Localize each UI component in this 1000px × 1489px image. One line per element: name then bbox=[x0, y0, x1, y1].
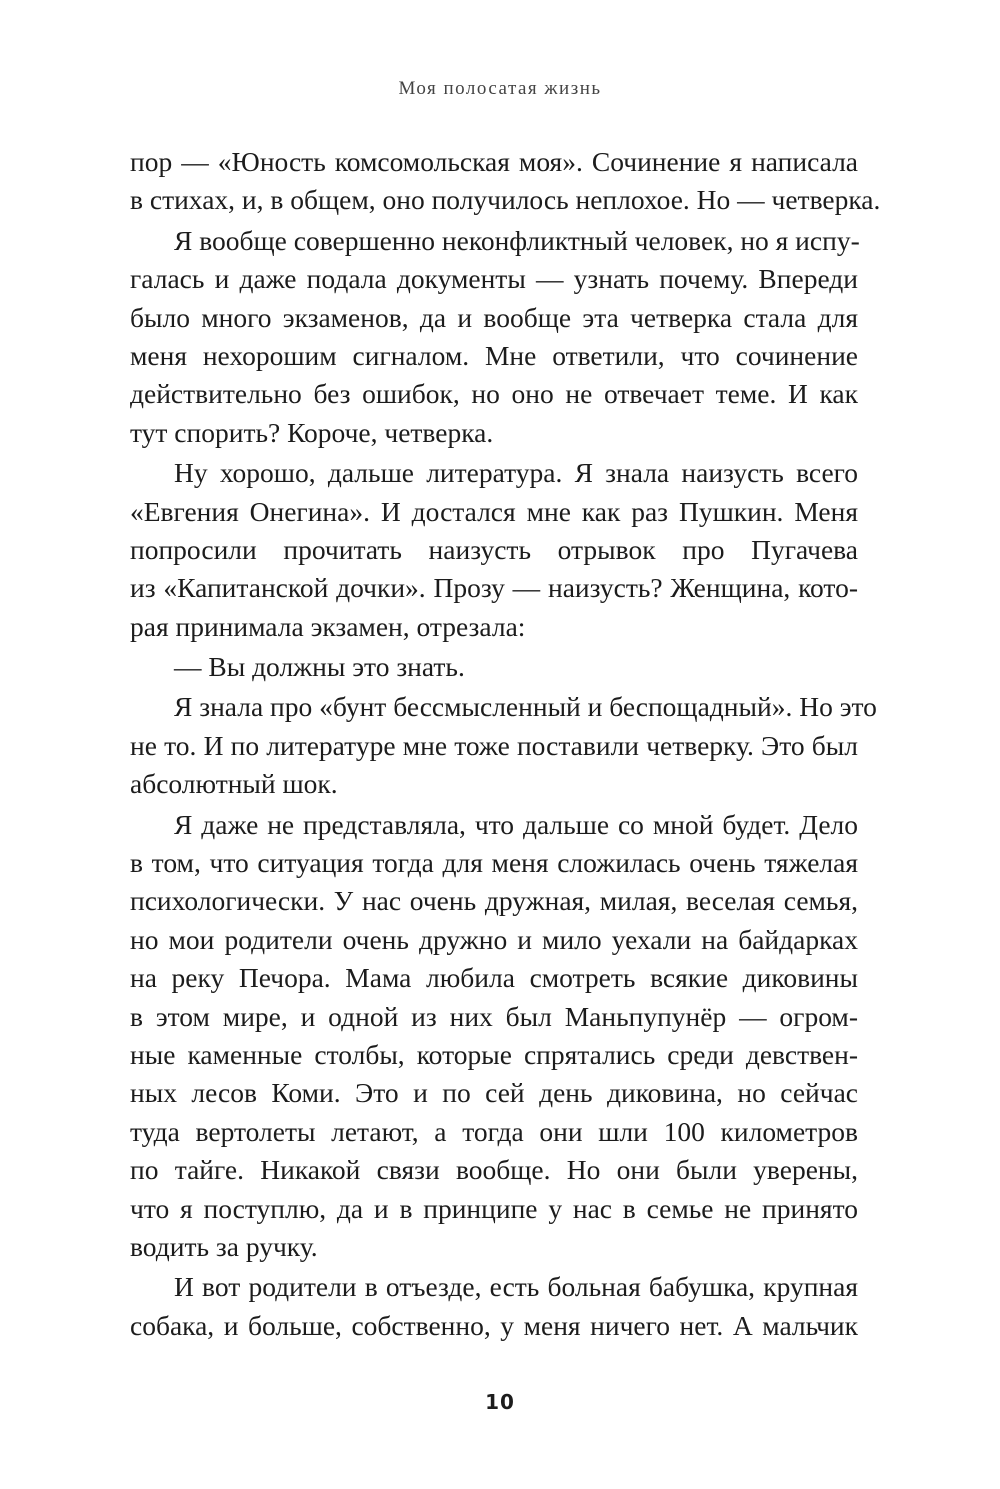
text-line: ных лесов Коми. Это и по сей день диковина, но сейчас bbox=[130, 1077, 858, 1109]
text-line: тут спорить? Короче, четверка. bbox=[130, 416, 494, 448]
body-text bbox=[130, 143, 881, 1345]
text-line: было много экзаменов, да и вообще эта четверка стала для bbox=[130, 301, 858, 333]
text-line: «Евгения Онегина». И достался мне как раз Пушкин. Меня bbox=[130, 495, 858, 527]
text-line: не то. И по литературе мне тоже поставили четверку. Это был bbox=[130, 729, 858, 761]
text-line: попросили прочитать наизусть отрывок про Пугачева bbox=[130, 533, 858, 565]
text-line: туда вертолеты летают, а тогда они шли 100 километров bbox=[130, 1115, 858, 1147]
paragraph bbox=[130, 1268, 858, 1345]
text-line: но мои родители очень дружно и мило уехали на байдарках bbox=[130, 923, 858, 955]
text-line: из «Капитанской дочки». Прозу — наизусть? Женщина, кото- bbox=[130, 572, 858, 604]
text-line: действительно без ошибок, но оно не отвечает теме. И как bbox=[130, 378, 858, 410]
paragraph bbox=[130, 688, 877, 803]
text-line: пор — «Юность комсомольская моя». Сочинение я написала bbox=[130, 146, 858, 177]
text-line: водить за ручку. bbox=[130, 1230, 318, 1262]
text-line: — Вы должны это знать. bbox=[174, 651, 465, 683]
paragraph bbox=[130, 806, 858, 1267]
text-line: абсолютный шок. bbox=[130, 768, 338, 800]
text-line: Я вообще совершенно неконфликтный человек, но я испу- bbox=[174, 224, 860, 256]
paragraph bbox=[130, 143, 881, 220]
text-line: Я даже не представляла, что дальше со мной будет. Дело bbox=[174, 808, 858, 840]
page-number: 10 bbox=[485, 1390, 515, 1414]
text-line: в стихах, и, в общем, оно получилось неплохое. Но — четверка. bbox=[130, 184, 881, 216]
text-line: психологически. У нас очень дружная, милая, веселая семья, bbox=[130, 885, 858, 917]
text-line: галась и даже подала документы — узнать почему. Впереди bbox=[130, 263, 858, 295]
text-line: что я поступлю, да и в принципе у нас в семье не принято bbox=[130, 1192, 858, 1224]
text-line: по тайге. Никакой связи вообще. Но они были уверены, bbox=[130, 1154, 858, 1186]
text-line: в том, что ситуация тогда для меня сложилась очень тяжелая bbox=[130, 847, 858, 879]
text-line: меня нехорошим сигналом. Мне ответили, что сочинение bbox=[130, 339, 858, 371]
paragraph bbox=[130, 454, 858, 646]
text-line: Ну хорошо, дальше литература. Я знала наизусть всего bbox=[174, 457, 858, 489]
paragraph bbox=[130, 648, 858, 686]
text-line: на реку Печора. Мама любила смотреть всякие диковины bbox=[130, 962, 858, 994]
text-line: Я знала про «бунт бессмысленный и беспощадный». Но это bbox=[174, 691, 877, 723]
text-line: собака, и больше, собственно, у меня ничего нет. А мальчик bbox=[130, 1309, 858, 1341]
text-line: рая принимала экзамен, отрезала: bbox=[130, 610, 526, 642]
paragraph bbox=[130, 222, 858, 452]
text-line: ные каменные столбы, которые спрятались среди девствен- bbox=[130, 1038, 858, 1070]
text-line: в этом мире, и одной из них был Маньпупунёр — огром- bbox=[130, 1000, 858, 1032]
text-line: И вот родители в отъезде, есть больная бабушка, крупная bbox=[174, 1271, 858, 1303]
running-head: Моя полосатая жизнь bbox=[398, 78, 602, 99]
